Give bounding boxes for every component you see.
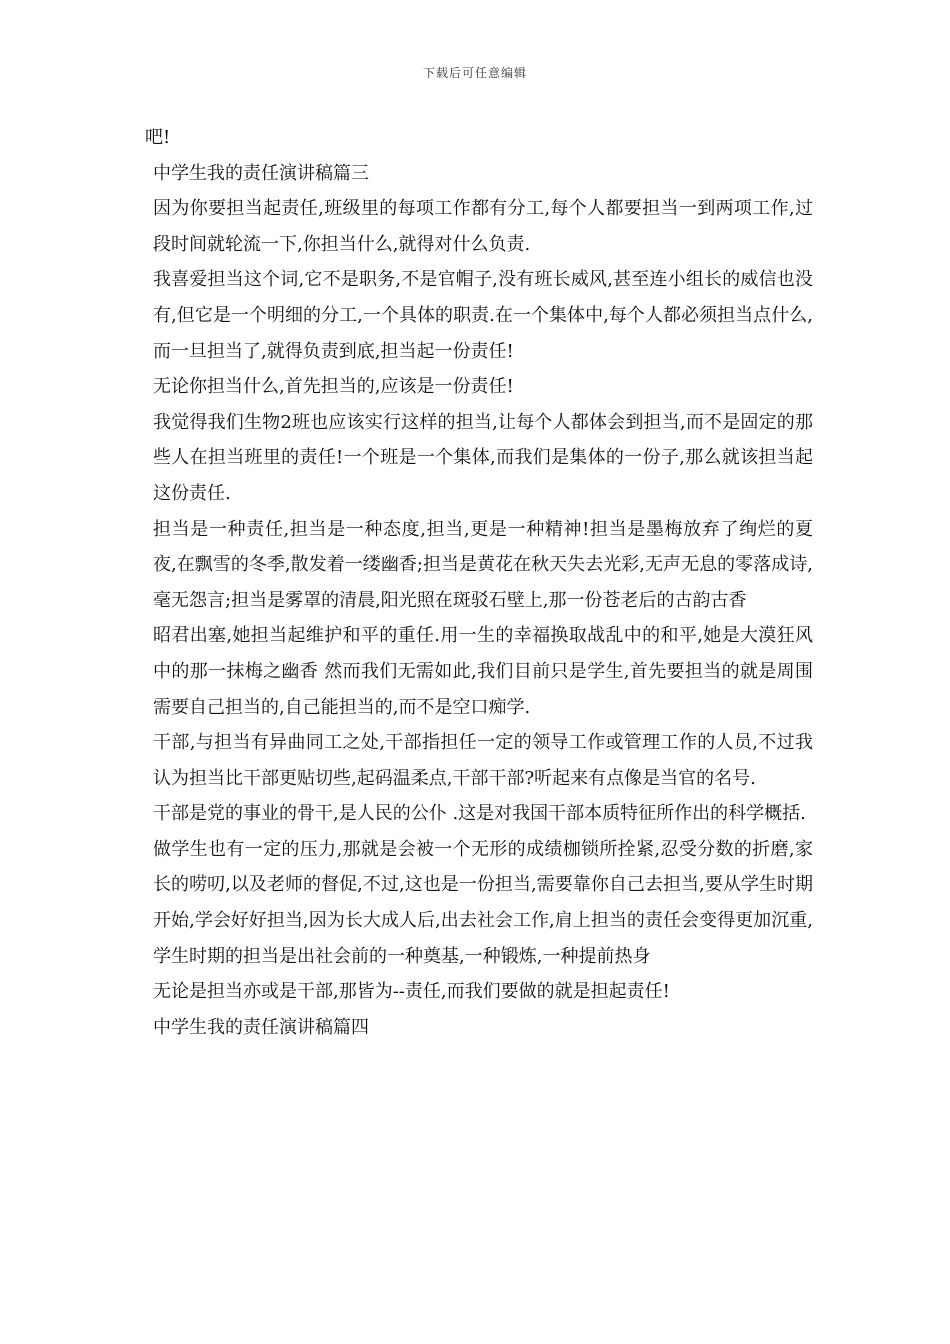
paragraph: 因为你要担当起责任,班级里的每项工作都有分工,每个人都要担当一到两项工作,过段时间就轮流一下,你担当什么,就得对什么负责. (153, 198, 813, 255)
section-heading-4: 中学生我的责任演讲稿篇四 (153, 1016, 369, 1038)
paragraph: 干部是党的事业的骨干,是人民的公仆 .这是对我国干部本质特征所作出的科学概括. (153, 803, 806, 825)
paragraph: 做学生也有一定的压力,那就是会被一个无形的成绩枷锁所拴紧,忍受分数的折磨,家长的唠叨,以及老师的督促,不过,这也是一份担当,需要靠你自己去担当,要从学生时期开始,学会好好担当,因为长大成人后,出去社会工作,肩上担当的责任会变得更加沉重,学生时期的担当是出社会前的一种奠基,一种锻炼,一种提前热身 (153, 838, 813, 967)
paragraph: 昭君出塞,她担当起维护和平的重任.用一生的幸福换取战乱中的和平,她是大漠狂风中的那一抹梅之幽香 然而我们无需如此,我们目前只是学生,首先要担当的就是周围需要自己担当的,自己能担当的,而不是空口痴学. (153, 625, 813, 718)
section-heading-3: 中学生我的责任演讲稿篇三 (153, 162, 369, 184)
paragraph: 干部,与担当有异曲同工之处,干部指担任一定的领导工作或管理工作的人员,不过我认为担当比干部更贴切些,起码温柔点,干部干部?听起来有点像是当官的名号. (153, 732, 813, 789)
paragraph: 担当是一种责任,担当是一种态度,担当,更是一种精神!担当是墨梅放弃了绚烂的夏夜,在飘雪的冬季,散发着一缕幽香;担当是黄花在秋天失去光彩,无声无息的零落成诗,毫无怨言;担当是雾罩的清晨,阳光照在斑驳石壁上,那一份苍老后的古韵古香 (153, 518, 813, 611)
paragraph: 无论你担当什么,首先担当的,应该是一份责任! (153, 376, 514, 398)
document-body (145, 120, 813, 1045)
paragraph: 无论是担当亦或是干部,那皆为--责任,而我们要做的就是担起责任! (153, 981, 670, 1003)
paragraph-closing: 吧! (145, 127, 171, 148)
page-header: 下载后可任意编辑 (422, 66, 527, 80)
paragraph: 我喜爱担当这个词,它不是职务,不是官帽子,没有班长威风,甚至连小组长的威信也没有,但它是一个明细的分工,一个具体的职责.在一个集体中,每个人都必须担当点什么,而一旦担当了,就得负责到底,担当起一份责任! (153, 269, 813, 362)
paragraph: 我觉得我们生物2班也应该实行这样的担当,让每个人都体会到担当,而不是固定的那些人在担当班里的责任!一个班是一个集体,而我们是集体的一份子,那么就该担当起这份责任. (153, 411, 813, 504)
